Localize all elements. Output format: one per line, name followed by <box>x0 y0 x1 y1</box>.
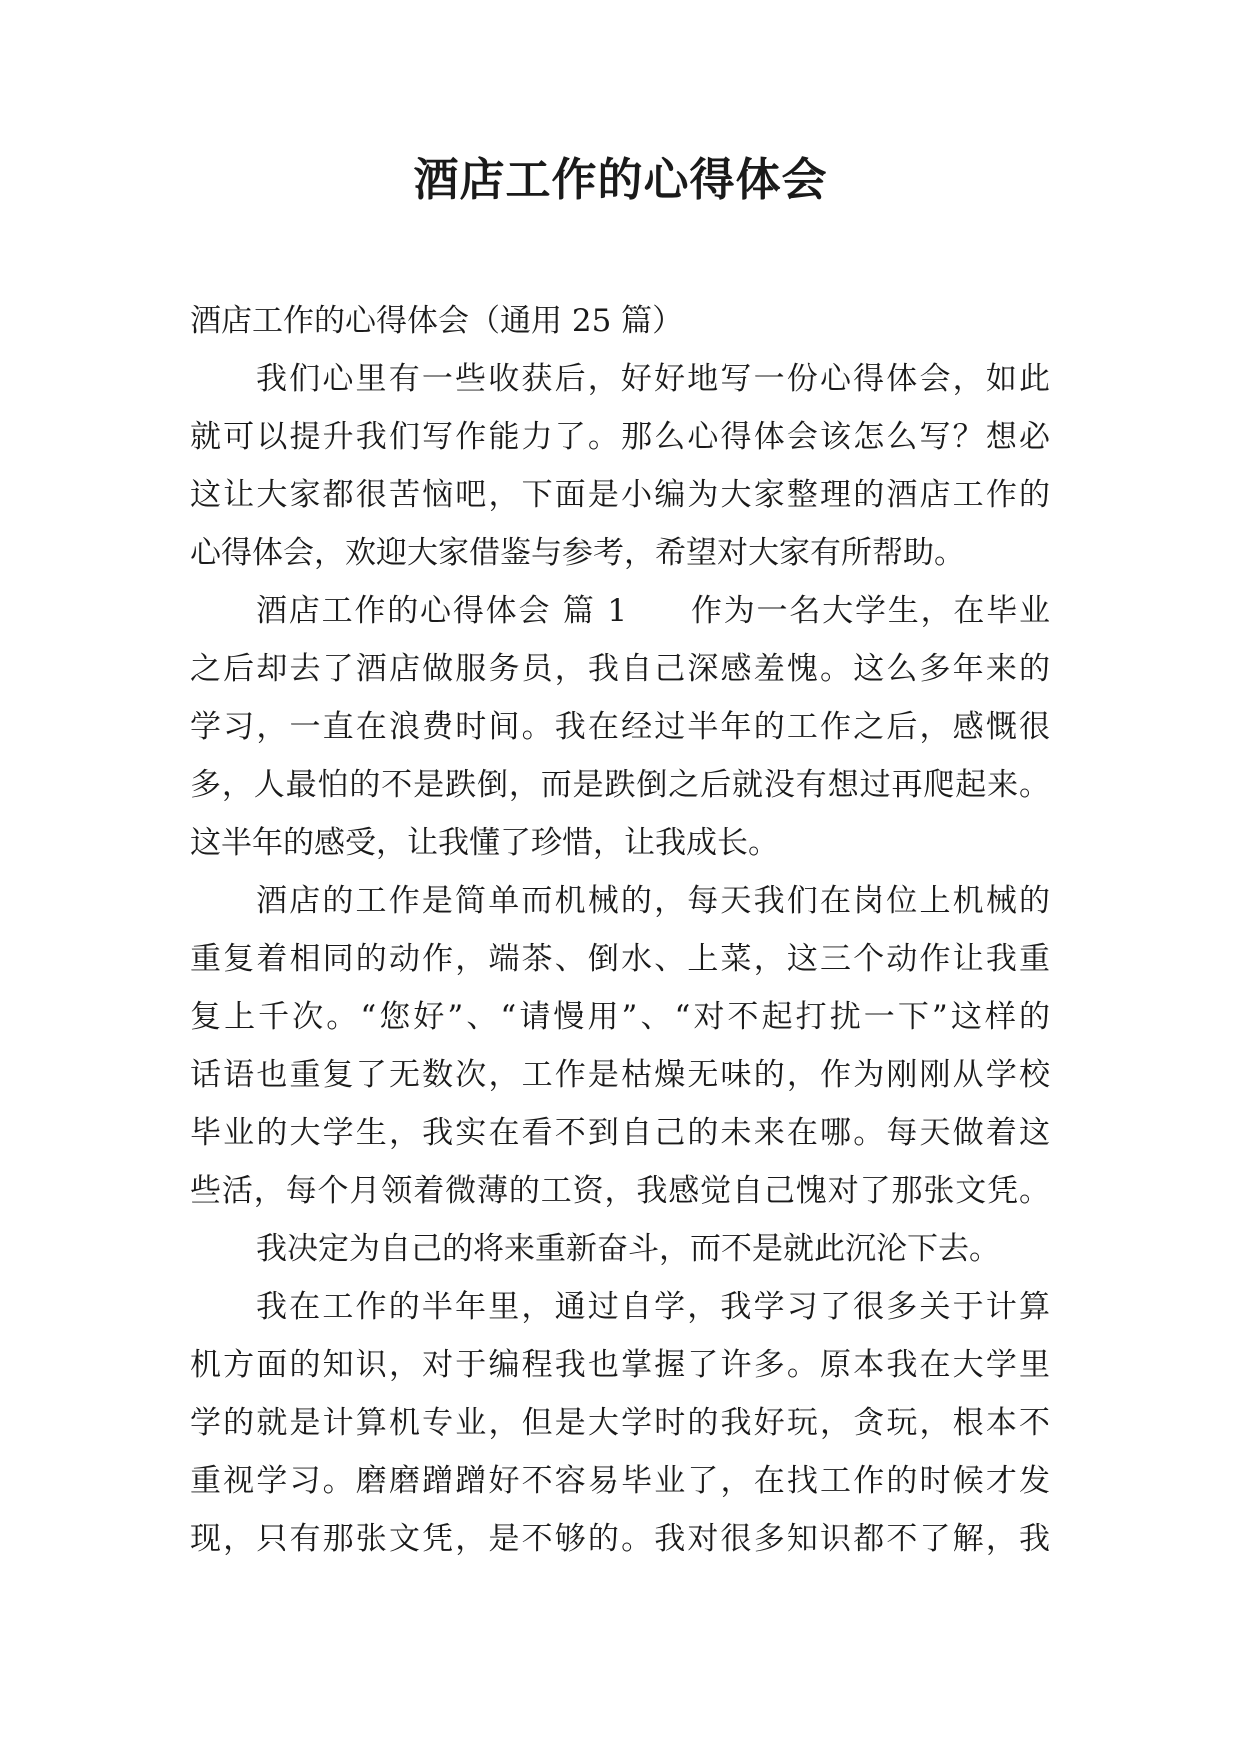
text-line: 我在工作的半年里，通过自学，我学习了很多关于计算 <box>256 1289 1050 1325</box>
section-heading-line <box>190 582 1050 640</box>
text-line: 重复着相同的动作，端茶、倒水、上菜，这三个动作让我重 <box>190 941 1050 977</box>
text-line: 就可以提升我们写作能力了。那么心得体会该怎么写？想必 <box>190 419 1050 455</box>
text-line-continuation: 作为一名大学生，在毕业 <box>689 593 1051 629</box>
text-line: 话语也重复了无数次，工作是枯燥无味的，作为刚刚从学校 <box>190 1057 1050 1093</box>
text-line: 酒店的工作是简单而机械的，每天我们在岗位上机械的 <box>256 883 1050 919</box>
text-line: 机方面的知识，对于编程我也掌握了许多。原本我在大学里 <box>190 1347 1050 1383</box>
text-line: 重视学习。磨磨蹭蹭好不容易毕业了，在找工作的时候才发 <box>190 1463 1050 1499</box>
text-line: 这半年的感受，让我懂了珍惜，让我成长。 <box>190 825 779 861</box>
text-line: 复上千次。“您好”、“请慢用”、“对不起打扰一下”这样的 <box>190 999 1050 1035</box>
text-line: 之后却去了酒店做服务员，我自己深感羞愧。这么多年来的 <box>190 651 1050 687</box>
text-line: 学习，一直在浪费时间。我在经过半年的工作之后，感慨很 <box>190 709 1050 745</box>
text-line: 这让大家都很苦恼吧，下面是小编为大家整理的酒店工作的 <box>190 477 1050 513</box>
section-heading: 酒店工作的心得体会 篇 1 <box>256 593 628 629</box>
text-line: 学的就是计算机专业，但是大学时的我好玩，贪玩，根本不 <box>190 1405 1050 1441</box>
document-title: 酒店工作的心得体会 <box>413 153 828 206</box>
text-line: 多，人最怕的不是跌倒，而是跌倒之后就没有想过再爬起来。 <box>190 767 1050 803</box>
text-line: 我们心里有一些收获后，好好地写一份心得体会，如此 <box>256 361 1050 397</box>
text-line: 心得体会，欢迎大家借鉴与参考，希望对大家有所帮助。 <box>190 535 965 571</box>
document-body <box>190 292 1050 1568</box>
text-line: 我决定为自己的将来重新奋斗，而不是就此沉沦下去。 <box>256 1231 1000 1267</box>
text-line: 毕业的大学生，我实在看不到自己的未来在哪。每天做着这 <box>190 1115 1050 1151</box>
text-line: 些活，每个月领着微薄的工资，我感觉自己愧对了那张文凭。 <box>190 1173 1050 1209</box>
text-line: 现，只有那张文凭，是不够的。我对很多知识都不了解，我 <box>190 1521 1050 1557</box>
subtitle-line: 酒店工作的心得体会（通用 25 篇） <box>190 303 684 339</box>
